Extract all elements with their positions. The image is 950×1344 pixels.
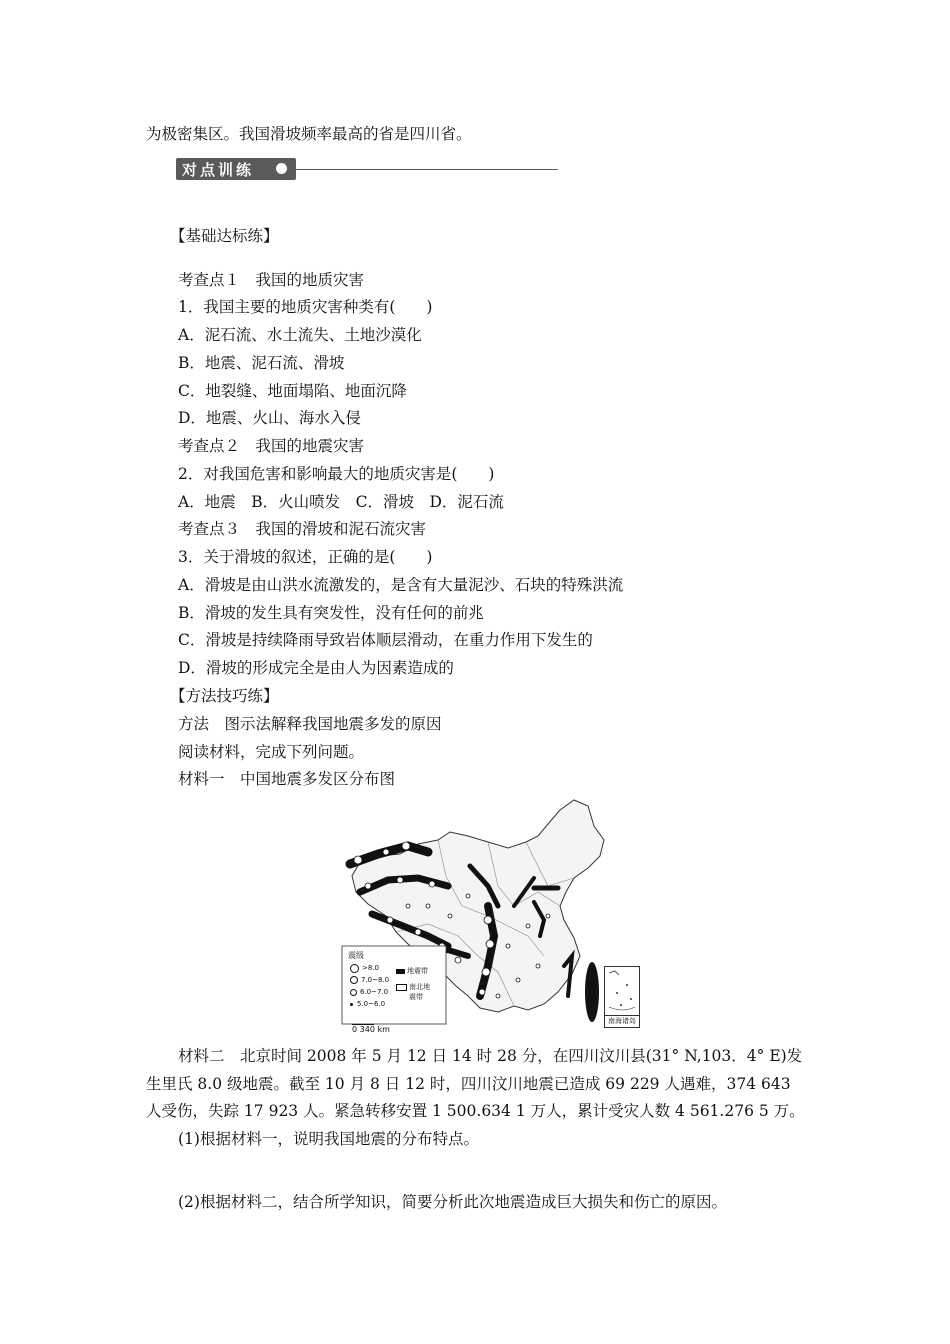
question-part-2: (2)根据材料二，结合所学知识，简要分析此次地震造成巨大损失和伤亡的原因。 bbox=[178, 1193, 727, 1211]
legend-levels bbox=[350, 962, 389, 1010]
kaochadian-1: 考查点１ 我国的地质灾害 bbox=[178, 271, 365, 289]
legend-ns-label-2: 震带 bbox=[409, 993, 423, 1001]
question-2: 2．对我国危害和影响最大的地质灾害是( ) bbox=[178, 465, 495, 483]
legend-zone-label: 地震带 bbox=[407, 967, 428, 975]
intro-tail: 为极密集区。我国滑坡频率最高的省是四川省。 bbox=[146, 125, 472, 143]
inset-label: 南海诸岛 bbox=[605, 1015, 639, 1026]
q1-option-b: B．地震、泥石流、滑坡 bbox=[178, 354, 345, 372]
method-title: 方法 图示法解释我国地震多发的原因 bbox=[178, 715, 442, 733]
banner-title: 对点训练 bbox=[182, 161, 255, 179]
legend-ns-label-1: 南北地 bbox=[409, 983, 430, 991]
inset-panel bbox=[604, 966, 640, 1028]
method-instruction: 阅读材料，完成下列问题。 bbox=[178, 743, 365, 761]
banner-dot-icon bbox=[276, 163, 287, 174]
q1-option-a: A．泥石流、水土流失、土地沙漠化 bbox=[178, 326, 422, 344]
legend-level-4: 5.0~6.0 bbox=[357, 1000, 386, 1008]
legend-level-3: 6.0~7.0 bbox=[360, 988, 389, 996]
section-basic: 【基础达标练】 bbox=[170, 227, 279, 245]
legend-title: 震级 bbox=[348, 951, 364, 960]
q1-option-d: D．地震、火山、海水入侵 bbox=[178, 409, 361, 427]
banner-rule bbox=[296, 169, 558, 170]
earthquake-distribution-map bbox=[338, 796, 616, 1036]
section-banner bbox=[176, 156, 558, 182]
map-scale-bar bbox=[352, 1024, 374, 1025]
legend-ns-belt bbox=[396, 982, 430, 1002]
legend-level-1: >8.0 bbox=[362, 964, 379, 972]
q2-options: A．地震 B．火山喷发 C．滑坡 D．泥石流 bbox=[178, 493, 504, 511]
q3-option-a: A．滑坡是由山洪水流激发的，是含有大量泥沙、石块的特殊洪流 bbox=[178, 576, 624, 594]
question-part-1: (1)根据材料一，说明我国地震的分布特点。 bbox=[178, 1130, 479, 1148]
map-scale: 0 340 km bbox=[352, 1025, 390, 1034]
section-method: 【方法技巧练】 bbox=[170, 687, 279, 705]
material-1-title: 材料一 中国地震多发区分布图 bbox=[178, 770, 396, 788]
legend-level-2: 7.0~8.0 bbox=[361, 976, 390, 984]
material-2-line-1: 材料二 北京时间 2008 年 5 月 12 日 14 时 28 分，在四川汶川县(31° N,103．4° E)发 bbox=[178, 1047, 803, 1065]
q3-option-c: C．滑坡是持续降雨导致岩体顺层滑动，在重力作用下发生的 bbox=[178, 631, 593, 649]
material-2-line-2: 生里氏 8.0 级地震。截至 10 月 8 日 12 时，四川汶川地震已造成 69 229 人遇难，374 643 bbox=[146, 1075, 791, 1093]
question-3: 3．关于滑坡的叙述，正确的是( ) bbox=[178, 548, 433, 566]
kaochadian-3: 考查点３ 我国的滑坡和泥石流灾害 bbox=[178, 520, 427, 538]
q3-option-d: D．滑坡的形成完全是由人为因素造成的 bbox=[178, 659, 454, 677]
inset-svg bbox=[605, 967, 639, 1015]
q1-option-c: C．地裂缝、地面塌陷、地面沉降 bbox=[178, 382, 407, 400]
q3-option-b: B．滑坡的发生具有突发性，没有任何的前兆 bbox=[178, 604, 484, 622]
kaochadian-2: 考查点２ 我国的地震灾害 bbox=[178, 437, 365, 455]
question-1: 1．我国主要的地质灾害种类有( ) bbox=[178, 298, 433, 316]
legend-zone bbox=[396, 966, 428, 976]
material-2-line-3: 人受伤，失踪 17 923 人。紧急转移安置 1 500.634 1 万人，累计受灾人数 4 561.276 5 万。 bbox=[146, 1102, 805, 1120]
